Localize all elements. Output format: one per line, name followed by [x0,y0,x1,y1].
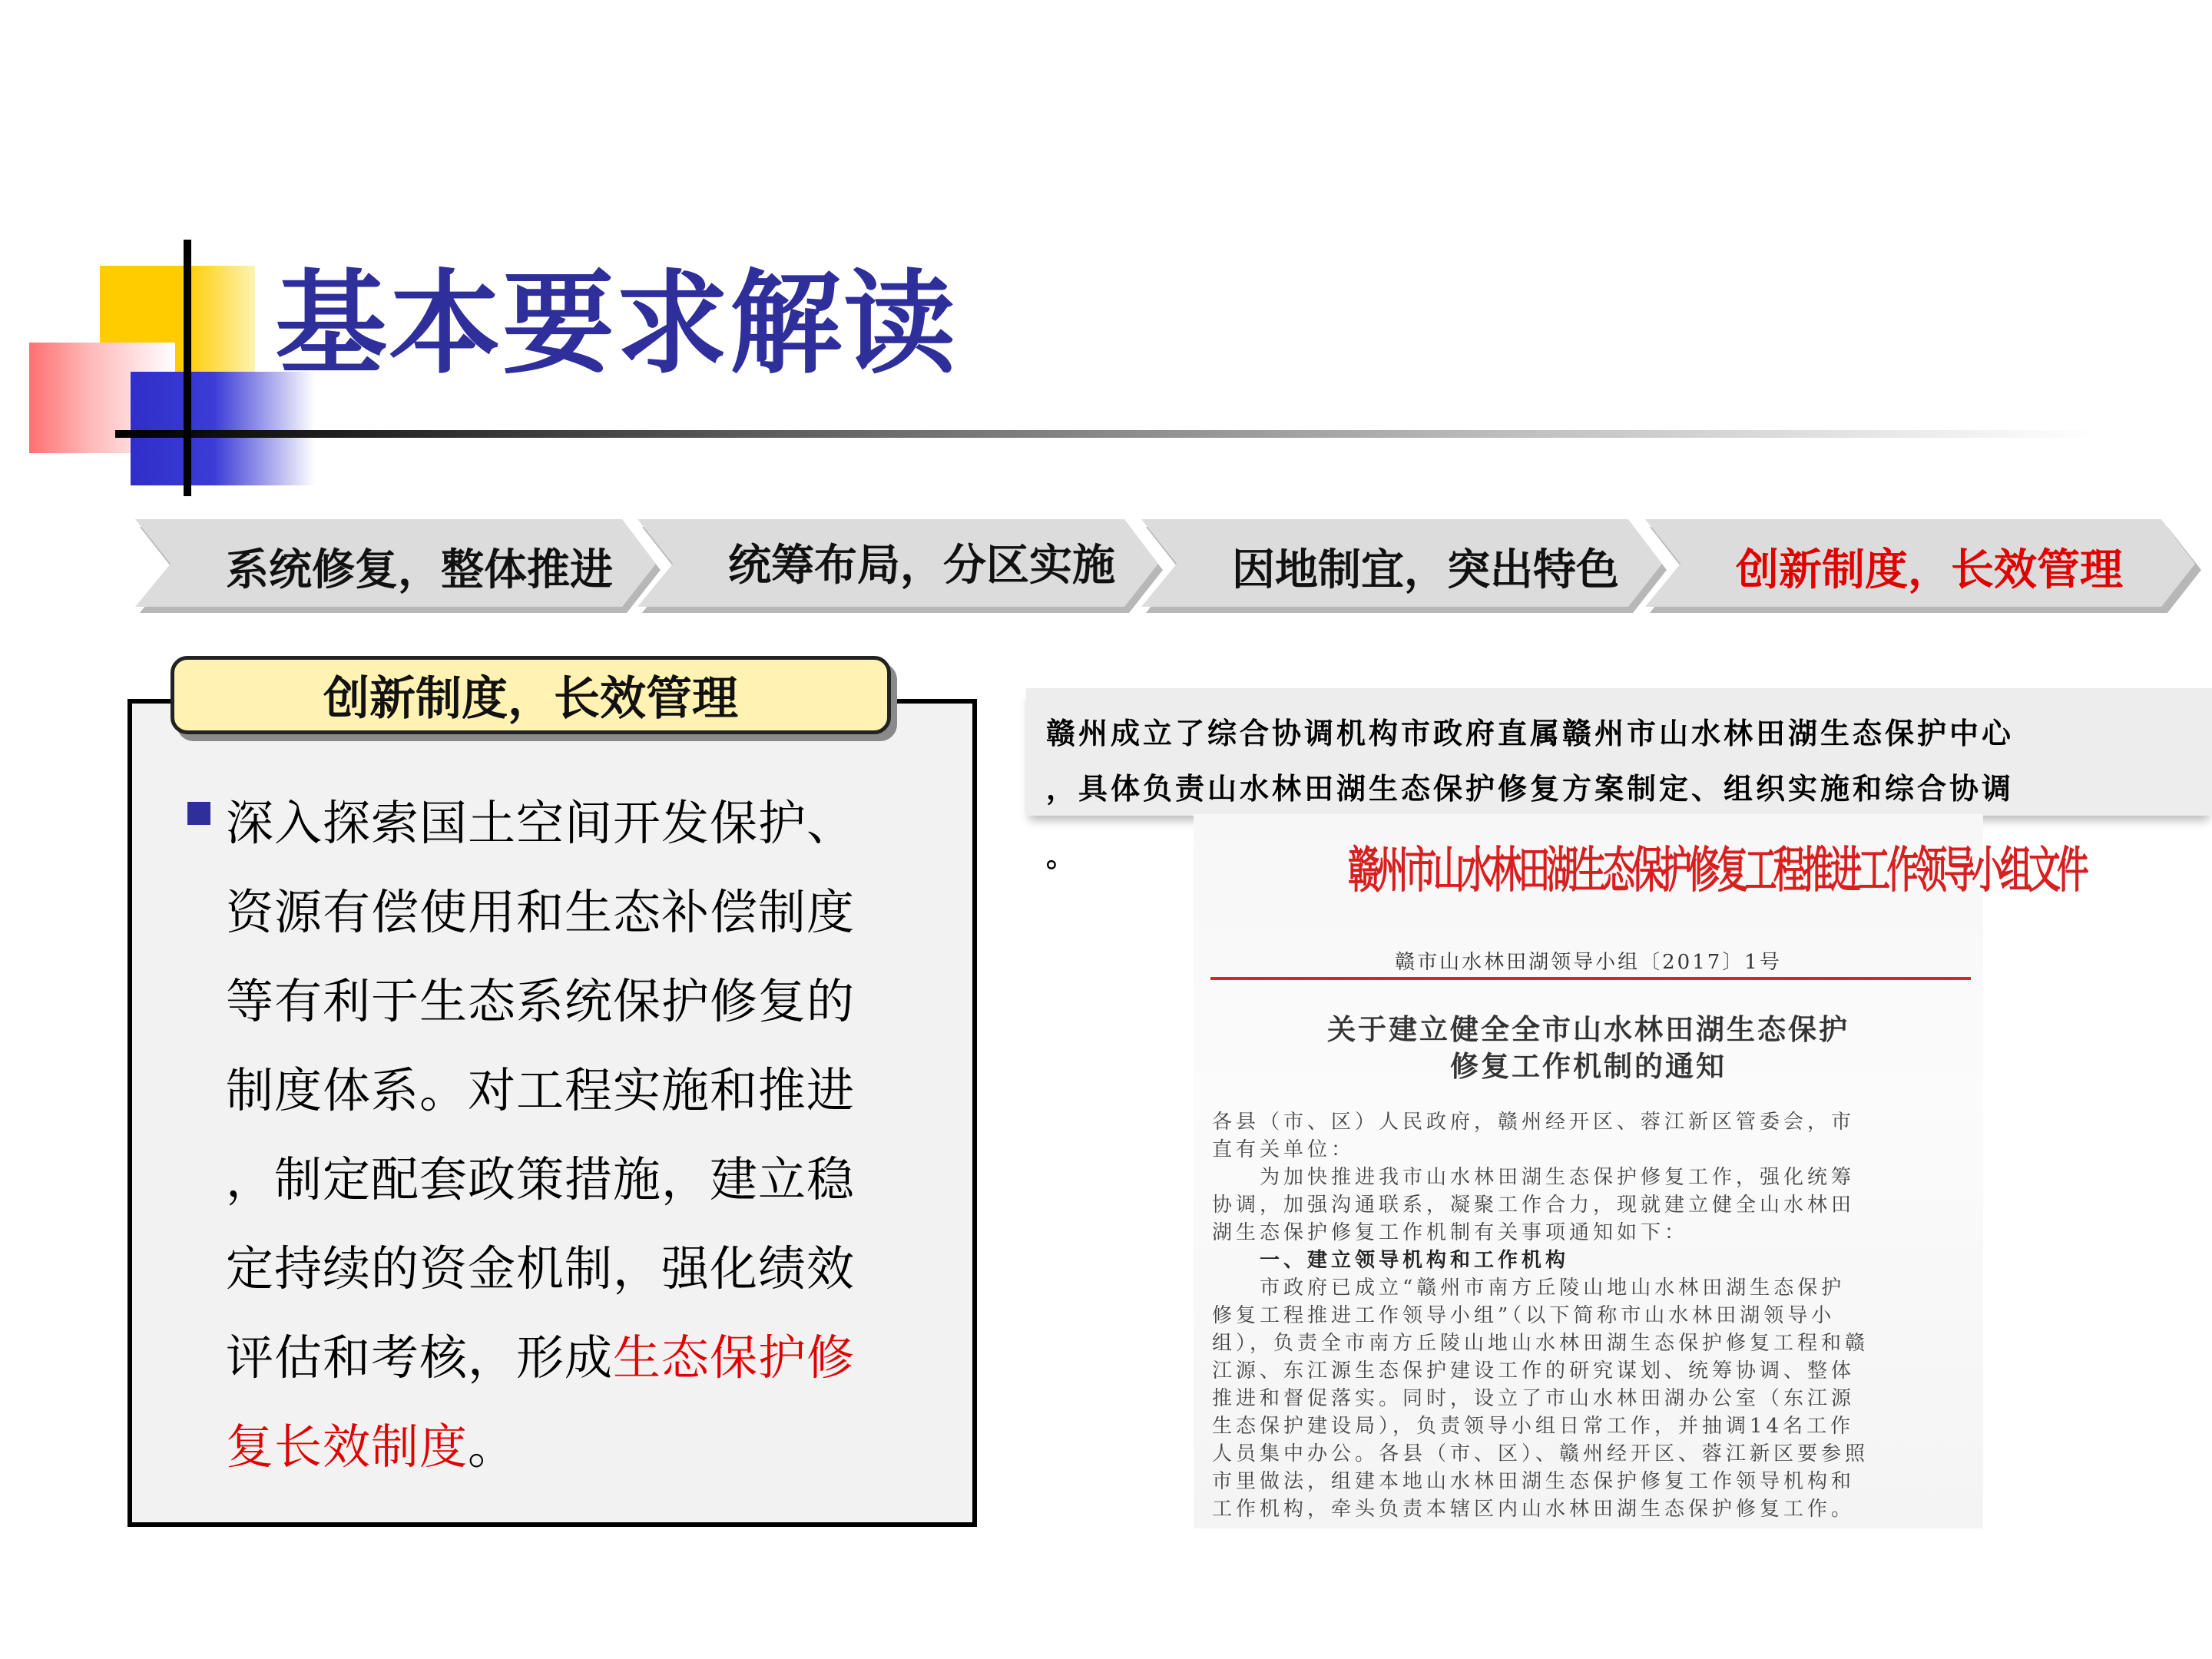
step-label: 系统修复，整体推进 [226,545,613,595]
paragraph-text: 评估和考核，形成 [226,1330,614,1386]
document-red-rule [1210,977,1971,980]
document-line: 市政府已成立“赣州市南方丘陵山地山水林田湖生态保护 [1212,1277,1846,1300]
document-header: 赣州市山水林田湖生态保护修复工程推进工作领导小组文件 [1348,842,2086,899]
document-title: 关于建立健全全市山水林田湖生态保护 [1327,1012,1849,1046]
paragraph-line: 资源有偿使用和生态补偿制度 [226,884,856,940]
document-line: 组），负责全市南方丘陵山地山水林田湖生态保护修复工程和赣 [1212,1332,1869,1355]
document-number: 赣市山水林田湖领导小组〔2017〕1号 [1395,951,1782,974]
paragraph-line: 制度体系。对工程实施和推进 [226,1062,856,1118]
document-line: 湖生态保护修复工作机制有关事项通知如下： [1212,1221,1689,1244]
paragraph-line: ，制定配套政策措施，建立稳 [226,1151,856,1207]
paragraph-line: 定持续的资金机制，强化绩效 [226,1240,856,1296]
highlight-text: 复长效制度 [226,1419,469,1475]
step-label: 统筹布局，分区实施 [728,541,1115,591]
document-line: 为加快推进我市山水林田湖生态保护修复工作，强化统筹 [1212,1166,1856,1189]
document-line: 市里做法，组建本地山水林田湖生态保护修复工作领导机构和 [1212,1470,1856,1493]
caption-line: 。 [1046,839,1079,873]
document-line: 工作机构，牵头负责本辖区内山水林田湖生态保护修复工作。 [1212,1498,1856,1521]
paragraph-line: 等有利于生态系统保护修复的 [226,973,856,1029]
step-1 [135,516,665,618]
decor-vertical-line [184,240,191,496]
step-label: 因地制宜，突出特色 [1232,545,1619,595]
paragraph-line [226,1409,516,1477]
caption-line: ，具体负责山水林田湖生态保护修复方案制定、组织实施和综合协调 [1046,771,2015,806]
box-heading: 创新制度，长效管理 [171,656,891,734]
document-line: 推进和督促落实。同时，设立了市山水林田湖办公室（东江源 [1212,1387,1856,1410]
page-title: 基本要求解读 [275,259,957,389]
document-line: 江源、东江源生态保护建设工作的研究谋划、统筹协调、整体 [1212,1359,1856,1382]
title-underline [115,430,2097,438]
step-2 [637,516,1167,618]
paragraph-text: 。 [468,1419,517,1475]
paragraph-line [226,1320,855,1388]
step-4-active [1645,516,2206,618]
bullet-square-icon [187,802,210,825]
step-3 [1141,516,1671,618]
caption-line: 赣州成立了综合协调机构市政府直属赣州市山水林田湖生态保护中心 [1046,716,2015,750]
document-line: 各县（市、区）人民政府，赣州经开区、蓉江新区管委会，市 [1212,1111,1856,1134]
document-title: 修复工作机制的通知 [1450,1049,1727,1083]
document-line: 修复工程推进工作领导小组”（以下简称市山水林田湖领导小 [1212,1304,1836,1327]
highlight-text: 生态保护修 [613,1330,856,1386]
document-line: 协调，加强沟通联系，凝聚工作合力，现就建立健全山水林田 [1212,1194,1856,1217]
document-line: 生态保护建设局），负责领导小组日常工作，并抽调14名工作 [1212,1415,1855,1438]
document-line: 直有关单位： [1212,1138,1356,1161]
paragraph-line: 深入探索国土空间开发保护、 [226,795,856,851]
document-line: 人员集中办公。各县（市、区）、赣州经开区、蓉江新区要参照 [1212,1442,1869,1465]
document-line: 一、建立领导机构和工作机构 [1212,1249,1570,1272]
step-label: 创新制度，长效管理 [1736,545,2123,595]
